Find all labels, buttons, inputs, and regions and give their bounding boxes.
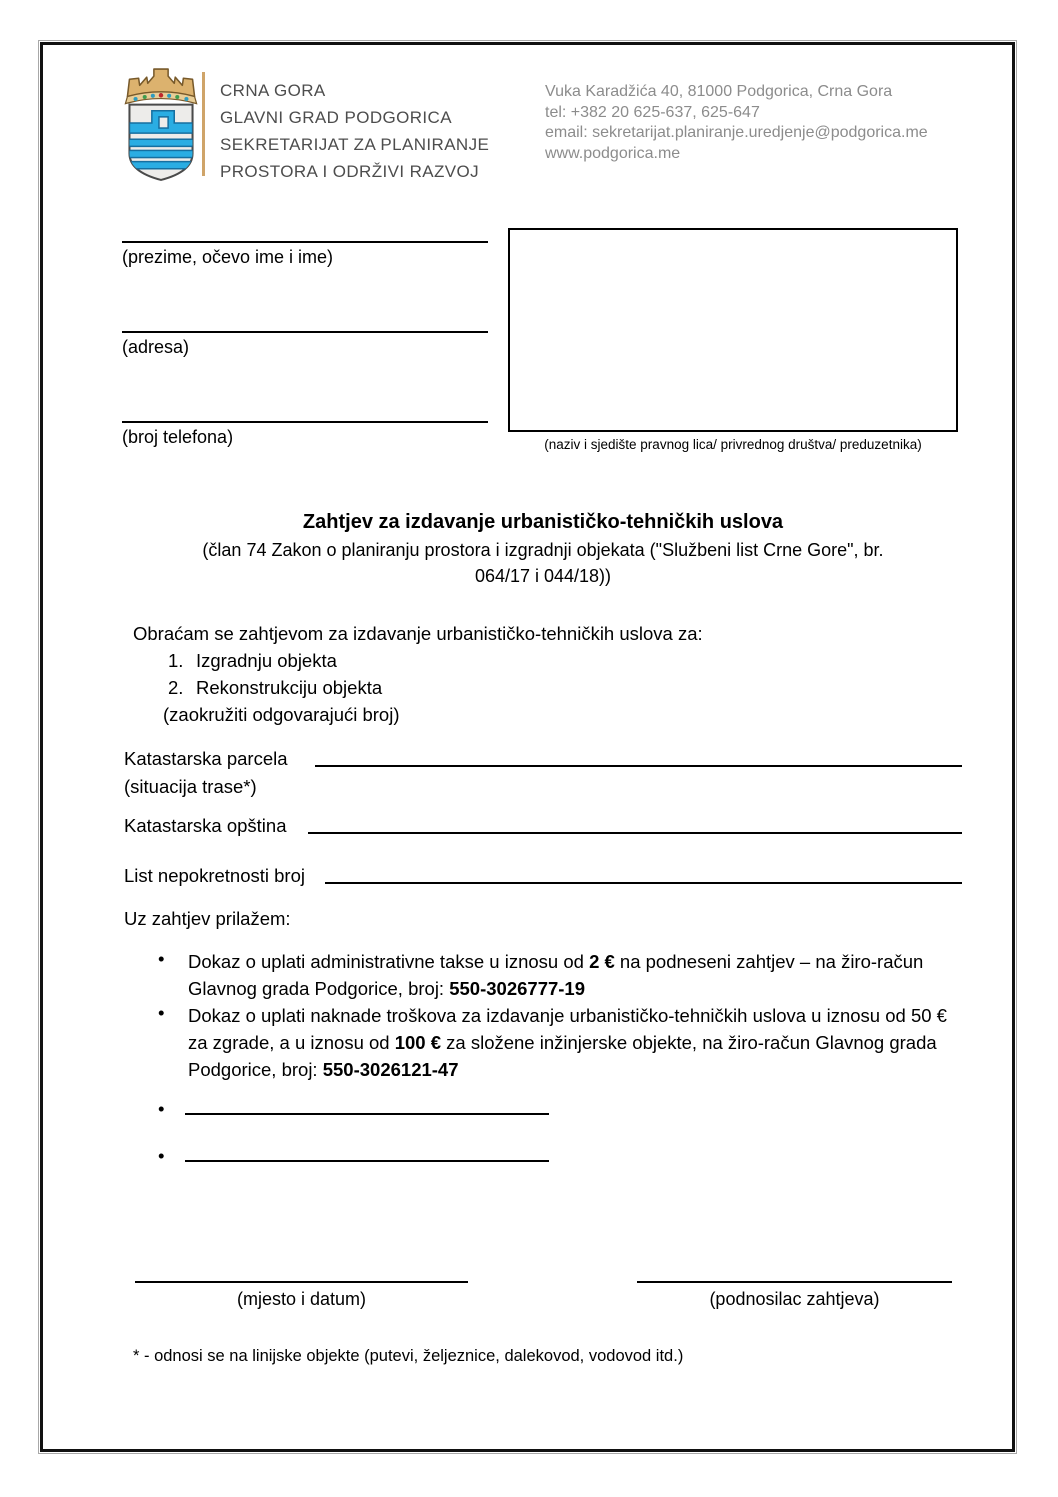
parcel-sublabel: (situacija trase*) xyxy=(124,776,257,797)
option-reconstruction[interactable] xyxy=(168,677,382,699)
municipality-label: Katastarska opština xyxy=(124,815,287,836)
bullet-icon: • xyxy=(158,1002,165,1023)
org-line-country: CRNA GORA xyxy=(220,81,326,100)
footnote: * - odnosi se na linijske objekte (putevi, željeznice, dalekovod, vodovod itd.) xyxy=(133,1347,684,1365)
attachment-item-fee xyxy=(188,1002,960,1083)
request-intro: Obraćam se zahtjevom za izdavanje urbanističko-tehničkih uslova za: xyxy=(133,623,703,644)
bullet2-text2: za složene inžinjerske objekte, na žiro-račun Glavnog grada Podgorice, broj: xyxy=(188,1032,937,1080)
contact-email: email: sekretarijat.planiranje.uredjenje@podgorica.me xyxy=(545,124,928,141)
option-construction[interactable] xyxy=(168,650,337,672)
legal-entity-box[interactable] xyxy=(508,228,958,432)
contact-website: www.podgorica.me xyxy=(545,144,681,162)
parcel-input-line[interactable] xyxy=(315,765,962,767)
extra-attachment-line-2[interactable] xyxy=(185,1160,549,1162)
bullet2-amount: 100 € xyxy=(394,1032,442,1053)
org-line-city: GLAVNI GRAD PODGORICA xyxy=(220,108,452,127)
bullet1-account: 550-3026777-19 xyxy=(449,978,586,999)
applicant-name-label: (prezime, očevo ime i ime) xyxy=(122,247,334,267)
contact-block xyxy=(545,82,928,164)
org-line-secretariat2: PROSTORA I ODRŽIVI RAZVOJ xyxy=(220,162,480,181)
contact-address: Vuka Karadžića 40, 81000 Podgorica, Crna Gora xyxy=(545,83,893,100)
parcel-label: Katastarska parcela xyxy=(124,748,288,769)
contact-phone: tel: +382 20 625-637, 625-647 xyxy=(545,103,760,121)
municipality-input-line[interactable] xyxy=(308,832,962,834)
header-divider xyxy=(202,72,205,176)
bullet1-amount: 2 € xyxy=(589,951,615,972)
organization-block xyxy=(220,77,489,185)
attachments-heading: Uz zahtjev prilažem: xyxy=(124,908,291,929)
deed-label: List nepokretnosti broj xyxy=(124,865,305,886)
applicant-phone-label: (broj telefona) xyxy=(122,427,234,447)
bullet2-account: 550-3026121-47 xyxy=(322,1059,459,1080)
podgorica-coat-of-arms-icon xyxy=(115,66,207,184)
legal-entity-caption: (naziv i sjedište pravnog lica/ privrednog društva/ preduzetnika) xyxy=(544,437,922,452)
applicant-phone-line[interactable] xyxy=(122,421,488,423)
bullet1-text2: na podneseni zahtjev – na žiro-račun Glavnog grada Podgorice, broj: xyxy=(188,951,924,999)
option1-label: Izgradnju objekta xyxy=(196,650,337,671)
option2-label: Rekonstrukciju objekta xyxy=(196,677,383,698)
title-subtitle-line2: 064/17 i 044/18)) xyxy=(474,566,612,586)
place-date-line[interactable] xyxy=(135,1281,468,1283)
deed-input-line[interactable] xyxy=(325,882,962,884)
attachment-item-tax xyxy=(188,948,960,1002)
applicant-signature-line[interactable] xyxy=(637,1281,952,1283)
org-line-secretariat: SEKRETARIJAT ZA PLANIRANJE xyxy=(220,135,490,154)
title-block xyxy=(75,511,1011,589)
extra-attachment-line-1[interactable] xyxy=(185,1113,549,1115)
applicant-address-line[interactable] xyxy=(122,331,488,333)
place-date-label: (mjesto i datum) xyxy=(236,1289,367,1309)
circle-note: (zaokružiti odgovarajući broj) xyxy=(163,704,400,725)
bullet2-text: Dokaz o uplati naknade troškova za izdavanje urbanističko-tehničkih uslova u iznosu od 50 € za zgrade, a u iznosu od xyxy=(188,1005,947,1053)
bullet1-text: Dokaz o uplati administrativne takse u iznosu od xyxy=(188,951,590,972)
applicant-name-line[interactable] xyxy=(122,241,488,243)
applicant-address-label: (adresa) xyxy=(122,337,190,357)
page-title: Zahtjev za izdavanje urbanističko-tehničkih uslova xyxy=(302,511,784,533)
applicant-signature-label: (podnosilac zahtjeva) xyxy=(709,1289,880,1309)
title-subtitle-line1: (član 74 Zakon o planiranju prostora i izgradnji objekata ("Službeni list Crne Gore", br. xyxy=(202,540,884,560)
option2-number: 2. xyxy=(168,677,184,698)
option1-number: 1. xyxy=(168,650,184,671)
bullet-icon: • xyxy=(158,1098,165,1119)
bullet-icon: • xyxy=(158,1145,165,1166)
bullet-icon: • xyxy=(158,948,165,969)
